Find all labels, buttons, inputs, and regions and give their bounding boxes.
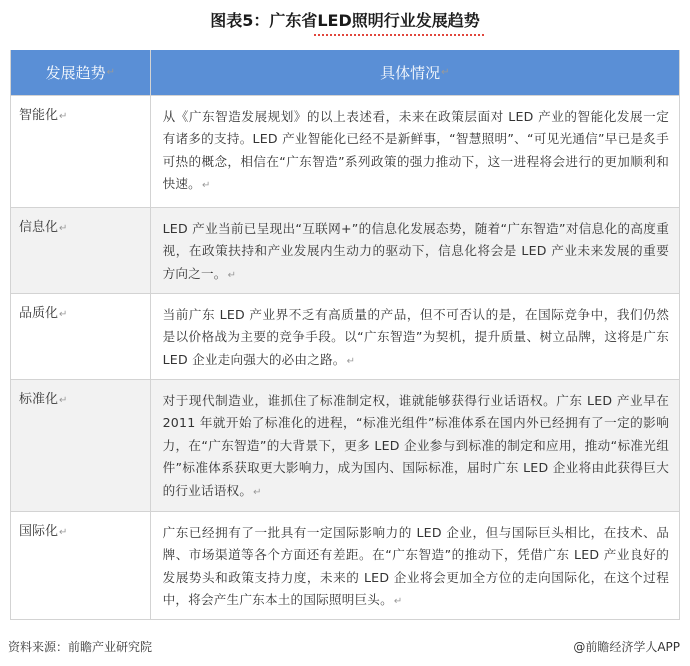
detail-cell (151, 208, 679, 293)
trend-label: 品质化 (19, 306, 59, 321)
trend-label: 国际化 (19, 524, 59, 539)
brand-credit: @前瞻经济学人APP (573, 640, 680, 654)
paragraph-mark-icon: ↵ (253, 486, 262, 498)
spellcheck-underline (314, 33, 484, 36)
header-detail-label: 具体情况 (380, 64, 441, 82)
detail-cell (151, 512, 679, 619)
trend-cell (11, 294, 151, 379)
paragraph-mark-icon: ↵ (441, 67, 450, 78)
trend-label: 信息化 (19, 220, 59, 235)
table-row (11, 208, 679, 294)
table-row (11, 380, 679, 512)
header-trend-label: 发展趋势 (45, 64, 106, 82)
trend-label: 智能化 (19, 108, 59, 123)
detail-text: 广东已经拥有了一批具有一定国际影响力的 LED 企业，但与国际巨头相比，在技术、品牌、市场渠道等各个方面还有差距。在“广东智造”的推动下，凭借广东 LED 产业良好的发展势头和政策支持力度，未来的 LED 企业将会更加全方位的走向国际化，在这个过程中，将会产生广东本土的国际照明巨头。 (162, 525, 669, 608)
detail-text: 从《广东智造发展规划》的以上表述看，未来在政策层面对 LED 产业的智能化发展一定有诸多的支持。LED 产业智能化已经不是新鲜事，“智慧照明”、“可见光通信”早已是炙手可热的概念，相信在“广东智造”系列政策的强力推动下，这一进程将会进行的更加顺利和快速。 (162, 109, 669, 192)
paragraph-mark-icon: ↵ (201, 180, 211, 192)
chart-title: 图表5：广东省LED照明行业发展趋势 (210, 11, 480, 30)
footer (0, 636, 690, 658)
table-row (11, 512, 679, 620)
paragraph-mark-icon: ↵ (59, 223, 68, 234)
table-row (11, 294, 679, 380)
header-detail (151, 50, 679, 95)
paragraph-mark-icon: ↵ (227, 269, 237, 281)
paragraph-mark-icon: ↵ (59, 527, 68, 538)
detail-text: 对于现代制造业，谁抓住了标准制定权，谁就能够获得行业话语权。广东 LED 产业早在 2011 年就开始了标准化的进程，“标准光组件”标准体系在国内外已经拥有了一定的影响力，在“广东智造”的大背景下，更多 LED 企业参与到标准的制定和应用，推动“标准光组件”标准体系获取更大影响力，成为国内、国际标准，届时广东 LED 企业将由此获得巨大的行业话语权。 (162, 393, 669, 498)
detail-cell (151, 96, 679, 207)
paragraph-mark-icon: ↵ (59, 395, 68, 406)
table-header-row (11, 50, 679, 96)
trend-table (10, 50, 680, 620)
detail-text: 当前广东 LED 产业界不乏有高质量的产品，但不可否认的是，在国际竞争中，我们仍然是以价格战为主要的竞争手段。以“广东智造”为契机，提升质量、树立品牌，这将是广东 LED 企业走向强大的必由之路。 (162, 307, 669, 367)
detail-text: LED 产业当前已呈现出“互联网+”的信息化发展态势，随着“广东智造”对信息化的高度重视，在政策扶持和产业发展内生动力的驱动下，信息化将会是 LED 产业未来发展的重要方向之一。 (162, 221, 669, 281)
paragraph-mark-icon: ↵ (346, 355, 356, 367)
trend-label: 标准化 (19, 392, 59, 407)
paragraph-mark-icon: ↵ (59, 309, 68, 320)
paragraph-mark-icon: ↵ (59, 111, 68, 122)
source-note: 资料来源：前瞻产业研究院 (8, 640, 153, 654)
paragraph-mark-icon: ↵ (106, 67, 115, 78)
trend-cell (11, 96, 151, 207)
table-row (11, 96, 679, 208)
header-trend (11, 50, 151, 95)
detail-cell (151, 294, 679, 379)
trend-cell (11, 380, 151, 511)
trend-cell (11, 208, 151, 293)
detail-cell (151, 380, 679, 511)
paragraph-mark-icon: ↵ (393, 596, 403, 608)
trend-cell (11, 512, 151, 619)
